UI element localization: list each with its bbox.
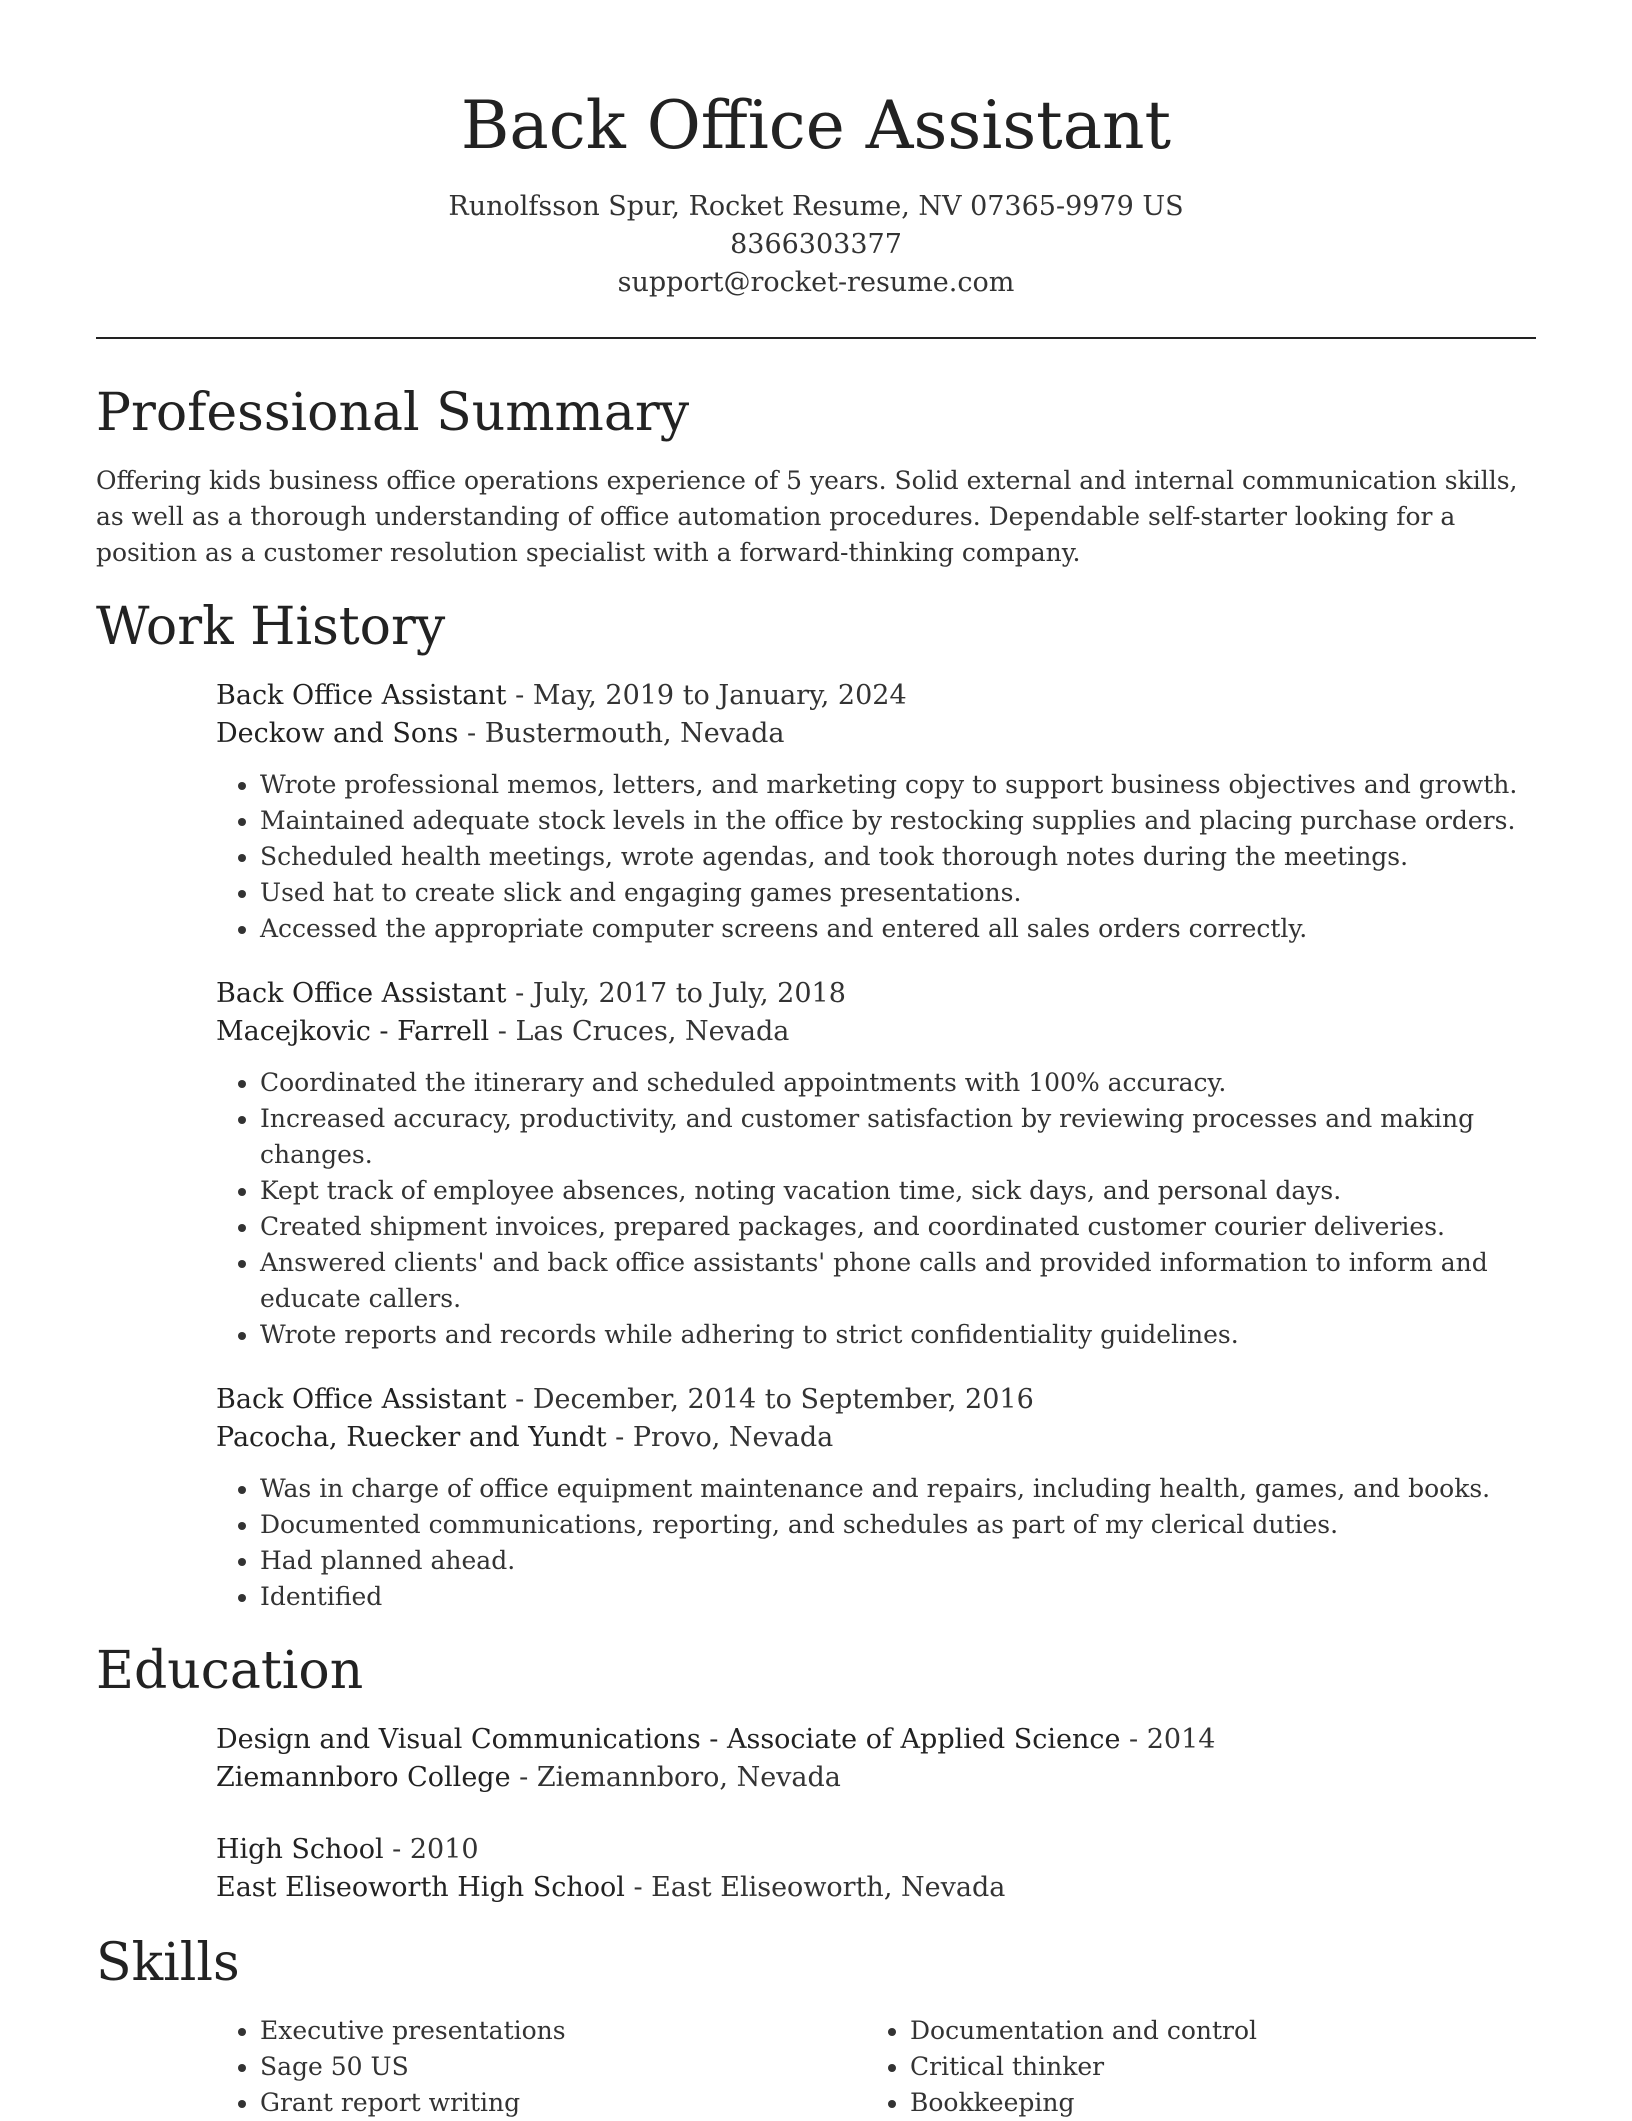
- job-company: Macejkovic - Farrell: [216, 1016, 490, 1047]
- skills-column-right: [866, 1999, 1516, 2121]
- job-title-line: [216, 975, 1536, 1013]
- address: Runolfsson Spur, Rocket Resume, NV 07365-9979 US: [448, 191, 1184, 222]
- job-dates: - July, 2017 to July, 2018: [506, 978, 846, 1009]
- job-role: Back Office Assistant: [216, 1384, 507, 1415]
- degree-line: [216, 1831, 1536, 1869]
- skill-item: • Executive presentations: [260, 2013, 866, 2049]
- education-section: [96, 1639, 1536, 1907]
- job-company-line: [216, 1013, 1536, 1051]
- degree: High School: [216, 1834, 384, 1865]
- job-entry: [216, 677, 1536, 947]
- resume-header: [96, 0, 1536, 302]
- section-title-work-history: Work History: [96, 597, 446, 657]
- list-item: • Increased accuracy, productivity, and customer satisfaction by reviewing processes and making changes.: [260, 1101, 1536, 1173]
- section-title-skills: Skills: [96, 1933, 240, 1993]
- job-bullets: [216, 1065, 1536, 1353]
- skill-item: • Documentation and control: [910, 2013, 1516, 2049]
- summary-section: [96, 381, 1536, 571]
- school-location: - Ziemannboro, Nevada: [510, 1762, 841, 1793]
- job-dates: - December, 2014 to September, 2016: [506, 1384, 1034, 1415]
- job-bullets: [216, 767, 1536, 947]
- school-name: East Eliseoworth High School: [216, 1872, 625, 1903]
- list-item: • Accessed the appropriate computer screens and entered all sales orders correctly.: [260, 911, 1536, 947]
- job-title-line: [216, 677, 1536, 715]
- list-item: • Wrote reports and records while adhering to strict confidentiality guidelines.: [260, 1317, 1536, 1353]
- contact-block: [96, 188, 1536, 302]
- job-location: - Las Cruces, Nevada: [489, 1016, 790, 1047]
- list-item: • Wrote professional memos, letters, and marketing copy to support business objectives and growth.: [260, 767, 1536, 803]
- skill-item: • Bookkeeping: [910, 2085, 1516, 2121]
- list-item: • Identified: [260, 1579, 1536, 1615]
- skill-item: • Sage 50 US: [260, 2049, 866, 2085]
- job-entry: [216, 975, 1536, 1353]
- resume-page: [96, 0, 1536, 2121]
- list-item: • Kept track of employee absences, noting vacation time, sick days, and personal days.: [260, 1173, 1536, 1209]
- education-entry: [216, 1721, 1536, 1797]
- list-item: • Created shipment invoices, prepared packages, and coordinated customer courier deliveries.: [260, 1209, 1536, 1245]
- list-item: • Used hat to create slick and engaging games presentations.: [260, 875, 1536, 911]
- degree-line: [216, 1721, 1536, 1759]
- job-role: Back Office Assistant: [216, 680, 507, 711]
- section-title-education: Education: [96, 1641, 364, 1701]
- list-item: • Documented communications, reporting, and schedules as part of my clerical duties.: [260, 1507, 1536, 1543]
- skills-column-left: [216, 1999, 866, 2121]
- job-bullets: [216, 1471, 1536, 1615]
- job-dates: - May, 2019 to January, 2024: [506, 680, 907, 711]
- phone: 8366303377: [730, 229, 902, 260]
- job-company-line: [216, 1419, 1536, 1457]
- summary-text: Offering kids business office operations experience of 5 years. Solid external and internal communication skills, as well as a thorough understanding of office automation procedures. Dependable self-starter looking for a position as a customer resolution specialist with a forward-thinking company.: [96, 466, 1518, 567]
- job-company: Pacocha, Ruecker and Yundt: [216, 1422, 607, 1453]
- school-location: - East Eliseoworth, Nevada: [624, 1872, 1006, 1903]
- skills-grid: [216, 1999, 1536, 2121]
- job-company: Deckow and Sons: [216, 718, 459, 749]
- candidate-name: Back Office Assistant: [460, 87, 1172, 164]
- school-name: Ziemannboro College: [216, 1762, 511, 1793]
- graduation-year: - 2014: [1120, 1724, 1216, 1755]
- job-location: - Bustermouth, Nevada: [458, 718, 785, 749]
- list-item: • Maintained adequate stock levels in the office by restocking supplies and placing purchase orders.: [260, 803, 1536, 839]
- graduation-year: - 2010: [383, 1834, 479, 1865]
- work-history-section: [96, 595, 1536, 1615]
- list-item: • Had planned ahead.: [260, 1543, 1536, 1579]
- list-item: • Answered clients' and back office assistants' phone calls and provided information to inform and educate callers.: [260, 1245, 1536, 1317]
- school-line: [216, 1869, 1536, 1907]
- degree: Design and Visual Communications - Associate of Applied Science: [216, 1724, 1121, 1755]
- job-location: - Provo, Nevada: [606, 1422, 834, 1453]
- school-line: [216, 1759, 1536, 1797]
- job-title-line: [216, 1381, 1536, 1419]
- skill-item: • Critical thinker: [910, 2049, 1516, 2085]
- list-item: • Coordinated the itinerary and scheduled appointments with 100% accuracy.: [260, 1065, 1536, 1101]
- job-role: Back Office Assistant: [216, 978, 507, 1009]
- skills-list-left: [216, 2013, 866, 2121]
- skill-item: • Grant report writing: [260, 2085, 866, 2121]
- header-divider: [96, 337, 1536, 339]
- skills-section: [96, 1931, 1536, 2121]
- list-item: • Scheduled health meetings, wrote agendas, and took thorough notes during the meetings.: [260, 839, 1536, 875]
- skills-list-right: [866, 2013, 1516, 2121]
- list-item: • Was in charge of office equipment maintenance and repairs, including health, games, and books.: [260, 1471, 1536, 1507]
- job-entry: [216, 1381, 1536, 1615]
- section-title-summary: Professional Summary: [96, 383, 690, 443]
- education-entry: [216, 1831, 1536, 1907]
- job-company-line: [216, 715, 1536, 753]
- email: support@rocket-resume.com: [617, 267, 1015, 298]
